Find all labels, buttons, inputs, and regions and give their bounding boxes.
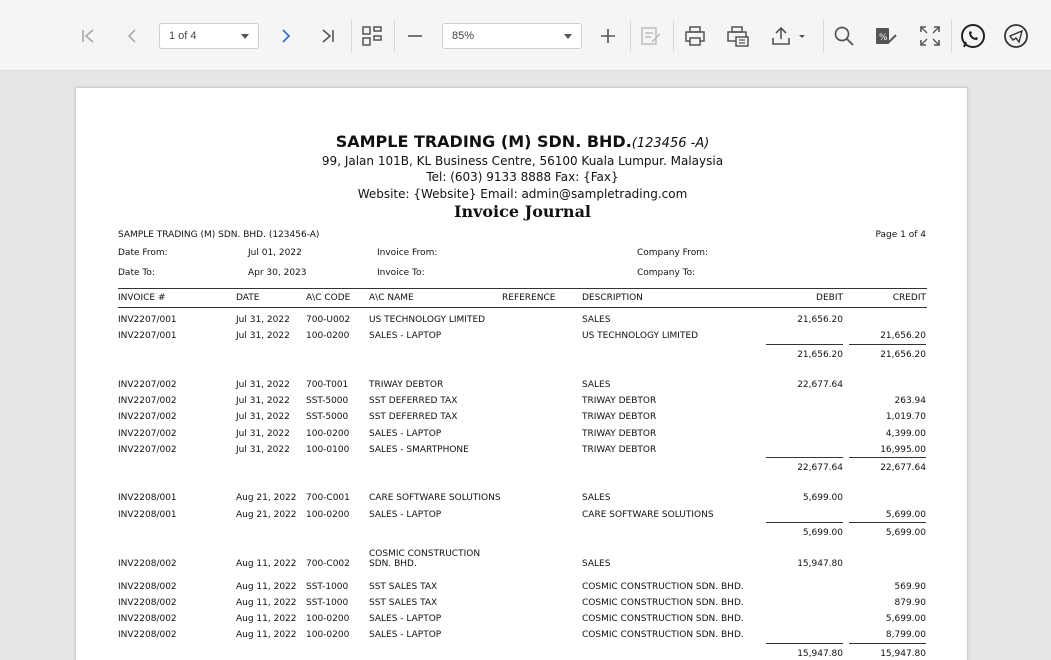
debit-total-rule [766,344,843,345]
viewer-toolbar [0,0,1051,71]
debit-total-rule [766,522,843,523]
credit-total-rule [849,457,926,458]
table-cell: 5,699.00 [885,614,926,624]
table-cell: 4,399.00 [885,429,926,439]
table-cell: 879.90 [894,598,926,608]
chevron-down-icon [241,34,249,39]
table-cell: 5,699.00 [802,493,843,503]
invoice-to-label: Invoice To: [377,268,425,278]
table-cell: 21,656.20 [797,315,843,325]
company-name: SAMPLE TRADING (M) SDN. BHD. [335,132,632,151]
credit-total: 15,947.80 [880,649,926,659]
table-cell: CARE SOFTWARE SOLUTIONS [369,493,501,503]
credit-total: 5,699.00 [885,528,926,538]
page-select-value: 1 of 4 [169,30,197,42]
table-cell: Jul 31, 2022 [236,396,290,406]
table-cell: Aug 11, 2022 [236,630,297,640]
table-cell: 22,677.64 [797,380,843,390]
svg-text:%: % [879,33,888,43]
column-header: CREDIT [892,293,926,303]
table-cell: 16,995.00 [880,445,926,455]
column-header: REFERENCE [502,293,556,303]
table-cell: COSMIC CONSTRUCTION SDN. BHD. [582,614,744,624]
whatsapp-icon[interactable] [959,22,987,50]
toolbar-separator [630,20,631,52]
table-cell: Aug 11, 2022 [236,559,297,569]
table-cell: INV2207/001 [118,331,177,341]
date-to-label: Date To: [118,268,155,278]
table-cell: 5,699.00 [885,510,926,520]
table-cell: Jul 31, 2022 [236,380,290,390]
table-cell: CARE SOFTWARE SOLUTIONS [582,510,714,520]
zoom-in-icon[interactable] [596,22,620,50]
table-cell: INV2207/002 [118,429,177,439]
table-cell: 100-0200 [306,630,350,640]
table-cell: 100-0100 [306,445,350,455]
date-from-label: Date From: [118,248,168,258]
column-header: DESCRIPTION [582,293,643,303]
table-cell: INV2207/002 [118,412,177,422]
previous-page-icon[interactable] [120,22,144,50]
toolbar-separator [951,20,952,52]
debit-total: 15,947.80 [797,649,843,659]
table-cell: COSMIC CONSTRUCTION SDN. BHD. [582,598,744,608]
table-cell: COSMIC CONSTRUCTION SDN. BHD. [582,630,744,640]
table-cell: SALES - LAPTOP [369,429,442,439]
date-to-value: Apr 30, 2023 [248,268,307,278]
table-cell: Aug 21, 2022 [236,493,297,503]
table-cell: INV2208/002 [118,582,177,592]
fullscreen-icon[interactable] [917,22,943,50]
table-cell: INV2207/001 [118,315,177,325]
next-page-icon[interactable] [274,22,298,50]
table-cell: SST SALES TAX [369,598,438,608]
company-line: SAMPLE TRADING (M) SDN. BHD. (123456-A) [118,230,320,240]
table-cell: SALES - SMARTPHONE [369,445,469,455]
column-header: A\C NAME [369,293,414,303]
table-cell: SALES [582,493,611,503]
table-cell: SST SALES TAX [369,582,438,592]
date-from-value: Jul 01, 2022 [248,248,302,258]
table-cell: INV2208/001 [118,510,177,520]
multi-page-icon[interactable] [359,22,385,50]
table-cell: SALES - LAPTOP [369,614,442,624]
table-cell: SALES - LAPTOP [369,510,442,520]
zoom-select-value: 85% [452,30,475,42]
table-cell: Aug 11, 2022 [236,614,297,624]
table-cell: 263.94 [894,396,926,406]
company-header [76,132,968,151]
table-cell: US TECHNOLOGY LIMITED [369,315,486,325]
telegram-icon[interactable] [1002,22,1030,50]
table-cell: SALES - LAPTOP [369,630,442,640]
company-contact: Tel: (603) 9133 8888 Fax: {Fax} [426,170,619,184]
page-select[interactable] [159,23,259,49]
table-cell: Aug 21, 2022 [236,510,297,520]
invoice-from-label: Invoice From: [377,248,438,258]
search-icon[interactable] [831,22,857,50]
document-settings-icon[interactable] [873,22,899,50]
debit-total: 21,656.20 [797,350,843,360]
table-cell: Jul 31, 2022 [236,331,290,341]
table-cell: TRIWAY DEBTOR [582,429,657,439]
table-cell: 15,947.80 [797,559,843,569]
table-cell: INV2207/002 [118,396,177,406]
column-header: A\C CODE [306,293,351,303]
table-header-rule [118,307,927,308]
table-cell: SALES - LAPTOP [369,331,442,341]
table-cell: TRIWAY DEBTOR [369,380,444,390]
table-cell: INV2207/002 [118,380,177,390]
column-header: DEBIT [816,293,843,303]
table-cell: US TECHNOLOGY LIMITED [582,331,699,341]
first-page-icon[interactable] [76,22,100,50]
debit-total: 5,699.00 [802,528,843,538]
table-cell: 700-U002 [306,315,351,325]
company-to-label: Company To: [637,268,696,278]
table-cell: INV2207/002 [118,445,177,455]
last-page-icon[interactable] [316,22,340,50]
table-cell: SST DEFERRED TAX [369,396,458,406]
table-cell: 700-C002 [306,559,350,569]
table-cell: SST DEFERRED TAX [369,412,458,422]
chevron-down-icon [564,34,572,39]
report-title: Invoice Journal [453,202,592,221]
report-page [75,87,968,660]
table-cell: 100-0200 [306,510,350,520]
column-header: DATE [236,293,260,303]
table-cell: TRIWAY DEBTOR [582,445,657,455]
table-cell: INV2208/002 [118,559,177,569]
table-cell: INV2208/002 [118,630,177,640]
company-from-label: Company From: [637,248,709,258]
toolbar-separator [673,20,674,52]
credit-total: 22,677.64 [880,463,926,473]
table-cell: INV2208/001 [118,493,177,503]
table-top-rule [118,288,927,289]
table-cell: SST-1000 [306,598,349,608]
table-cell: 569.90 [894,582,926,592]
table-cell: Jul 31, 2022 [236,412,290,422]
credit-total: 21,656.20 [880,350,926,360]
table-cell: COSMIC CONSTRUCTION SDN. BHD. [369,549,481,569]
credit-total-rule [849,344,926,345]
table-cell: INV2208/002 [118,598,177,608]
zoom-out-icon[interactable] [403,22,427,50]
table-cell: SST-5000 [306,412,349,422]
table-cell: 700-C001 [306,493,350,503]
table-cell: SALES [582,559,611,569]
zoom-select[interactable] [442,23,582,49]
company-address: 99, Jalan 101B, KL Business Centre, 56100 Kuala Lumpur. Malaysia [321,154,724,168]
credit-total-rule [849,643,926,644]
table-cell: TRIWAY DEBTOR [582,396,657,406]
column-header: INVOICE # [118,293,166,303]
debit-total-rule [766,643,843,644]
table-cell: Jul 31, 2022 [236,315,290,325]
print-icon[interactable] [682,22,708,50]
company-web: Website: {Website} Email: admin@sampletrading.com [357,187,688,201]
table-cell: 8,799.00 [885,630,926,640]
export-icon[interactable] [768,22,808,50]
table-cell: 1,019.70 [885,412,926,422]
table-cell: SALES [582,380,611,390]
credit-total-rule [849,522,926,523]
table-cell: Aug 11, 2022 [236,582,297,592]
table-cell: SALES [582,315,611,325]
company-reg: (123456 -A) [631,136,710,151]
table-cell: COSMIC CONSTRUCTION SDN. BHD. [582,582,744,592]
table-cell: 100-0200 [306,429,350,439]
print-page-icon[interactable] [725,22,751,50]
debit-total: 22,677.64 [797,463,843,473]
toolbar-separator [351,20,352,52]
edit-document-icon[interactable] [638,22,664,50]
table-cell: TRIWAY DEBTOR [582,412,657,422]
table-cell: Aug 11, 2022 [236,598,297,608]
table-cell: Jul 31, 2022 [236,445,290,455]
table-cell: Jul 31, 2022 [236,429,290,439]
table-cell: 100-0200 [306,614,350,624]
page-info: Page 1 of 4 [875,230,926,240]
table-cell: INV2208/002 [118,614,177,624]
table-cell: 100-0200 [306,331,350,341]
table-cell: 700-T001 [306,380,349,390]
debit-total-rule [766,457,843,458]
toolbar-separator [394,20,395,52]
table-cell: SST-1000 [306,582,349,592]
toolbar-separator [823,20,824,52]
table-cell: 21,656.20 [880,331,926,341]
table-cell: SST-5000 [306,396,349,406]
